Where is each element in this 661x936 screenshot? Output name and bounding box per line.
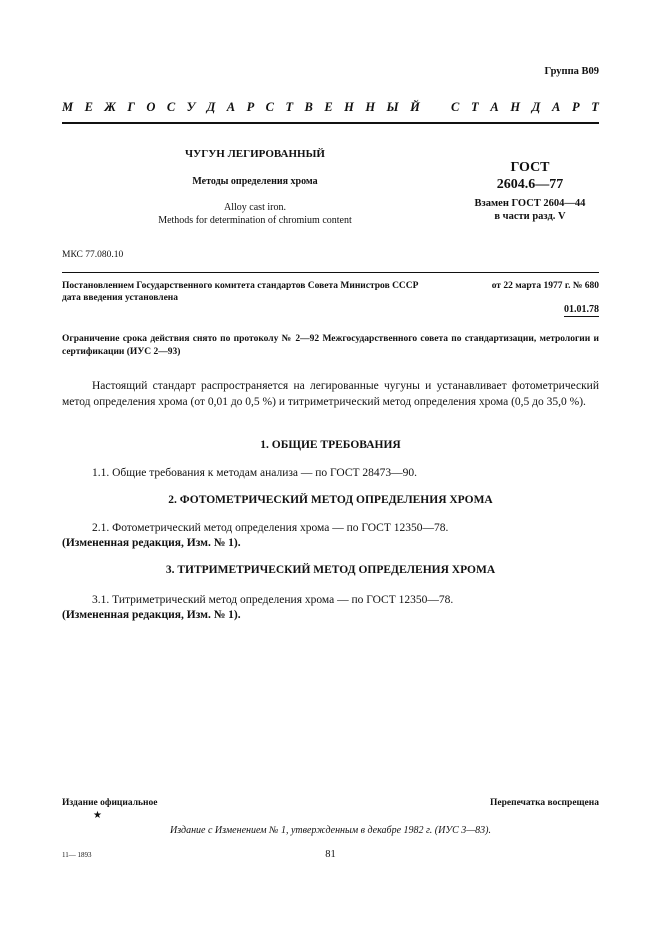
reprint-notice: Перепечатка воспрещена: [489, 798, 599, 808]
section-heading-2: 2. ФОТОМЕТРИЧЕСКИЙ МЕТОД ОПРЕДЕЛЕНИЯ ХРОМА: [168, 494, 493, 506]
banner-letter: Ж: [104, 100, 116, 114]
banner-letter: А: [551, 100, 561, 114]
section-text: 3.1. Титриметрический метод определения хрома — по ГОСТ 12350—78.: [92, 594, 454, 606]
gost-block: [460, 160, 600, 223]
banner-letter: Т: [285, 100, 294, 114]
banner-letter: Д: [531, 100, 541, 114]
introduction-date: 01.01.78: [564, 304, 599, 315]
banner-letter: Р: [571, 100, 580, 114]
limitation-note: Ограничение срока действия снято по протоколу № 2—92 Межгосударственного совета по стандартизации, метрологии и сертификации (ИУС 2—93): [62, 334, 599, 357]
banner-letter: Т: [471, 100, 479, 114]
banner-letter: А: [226, 100, 236, 114]
banner-word-interstate: [62, 100, 420, 115]
banner-letter: М: [62, 100, 74, 114]
banner-letter: В: [304, 100, 313, 114]
standard-banner: [62, 100, 599, 115]
group-code: Группа В09: [544, 66, 599, 77]
official-edition: Издание официальное: [62, 798, 158, 808]
scope-paragraph: Настоящий стандарт распространяется на легированные чугуны и устанавливает фотометрический метод определения хрома (от 0,01 до 0,5 %) и титриметрический метод определения хрома (0,5 до 35,0 %).: [62, 380, 599, 408]
replaces-line: в части разд. V: [494, 211, 566, 222]
banner-letter: С: [265, 100, 274, 114]
decree-statement: [62, 280, 599, 304]
section-paragraph-3: [62, 593, 599, 622]
banner-letter: А: [490, 100, 499, 114]
banner-letter: О: [146, 100, 156, 114]
english-title-line: Methods for determination of chromium content: [158, 215, 352, 226]
mks-code: МКС 77.080.10: [62, 250, 124, 260]
banner-letter: Н: [344, 100, 354, 114]
gost-number: 2604.6—77: [496, 177, 564, 192]
edition-note: Издание с Изменением № 1, утвержденным в декабре 1982 г. (ИУС 3—83).: [170, 825, 491, 836]
decree-date: от 22 марта 1977 г. № 680: [491, 281, 599, 291]
banner-letter: Й: [410, 100, 420, 114]
banner-word-standard: [451, 100, 599, 115]
section-text: 1.1. Общие требования к методам анализа — по ГОСТ 28473—90.: [92, 467, 418, 479]
banner-letter: С: [166, 100, 176, 114]
star-icon: ★: [93, 810, 102, 821]
middle-divider: [62, 272, 599, 273]
page-number: 81: [325, 849, 336, 860]
banner-letter: Р: [246, 100, 255, 114]
section-heading-1: 1. ОБЩИЕ ТРЕБОВАНИЯ: [260, 439, 401, 451]
banner-letter: Е: [324, 100, 333, 114]
banner-letter: С: [451, 100, 460, 114]
top-divider: [62, 122, 599, 124]
banner-letter: Н: [510, 100, 521, 114]
section-paragraph-1: [62, 466, 599, 481]
banner-letter: Д: [206, 100, 216, 114]
banner-letter: Н: [365, 100, 376, 114]
english-title-line: Alloy cast iron.: [224, 202, 286, 213]
section-paragraph-2: [62, 521, 599, 550]
banner-letter: Г: [127, 100, 135, 114]
decree-issuer: Постановлением Государственного комитета стандартов Совета Министров СССР: [62, 281, 419, 291]
document-title: ЧУГУН ЛЕГИРОВАННЫЙ: [185, 148, 325, 160]
banner-letter: Т: [591, 100, 599, 114]
amendment-note: (Измененная редакция, Изм. № 1).: [62, 608, 241, 621]
replaces-line: Взамен ГОСТ 2604—44: [474, 198, 586, 209]
decree-intro-date-label: дата введения установлена: [62, 293, 179, 303]
title-block: [150, 148, 360, 227]
document-subtitle: Методы определения хрома: [192, 176, 318, 187]
print-code: 11— 1893: [62, 851, 92, 859]
gost-label: ГОСТ: [510, 160, 550, 175]
amendment-note: (Измененная редакция, Изм. № 1).: [62, 536, 241, 549]
section-heading-3: 3. ТИТРИМЕТРИЧЕСКИЙ МЕТОД ОПРЕДЕЛЕНИЯ ХРОМА: [165, 564, 496, 576]
banner-letter: У: [186, 100, 196, 114]
section-text: 2.1. Фотометрический метод определения хрома — по ГОСТ 12350—78.: [92, 522, 449, 534]
replaces-note: [460, 197, 600, 223]
banner-letter: Е: [84, 100, 93, 114]
english-title: [150, 201, 360, 227]
decree-line: [62, 280, 599, 292]
banner-letter: Ы: [386, 100, 399, 114]
